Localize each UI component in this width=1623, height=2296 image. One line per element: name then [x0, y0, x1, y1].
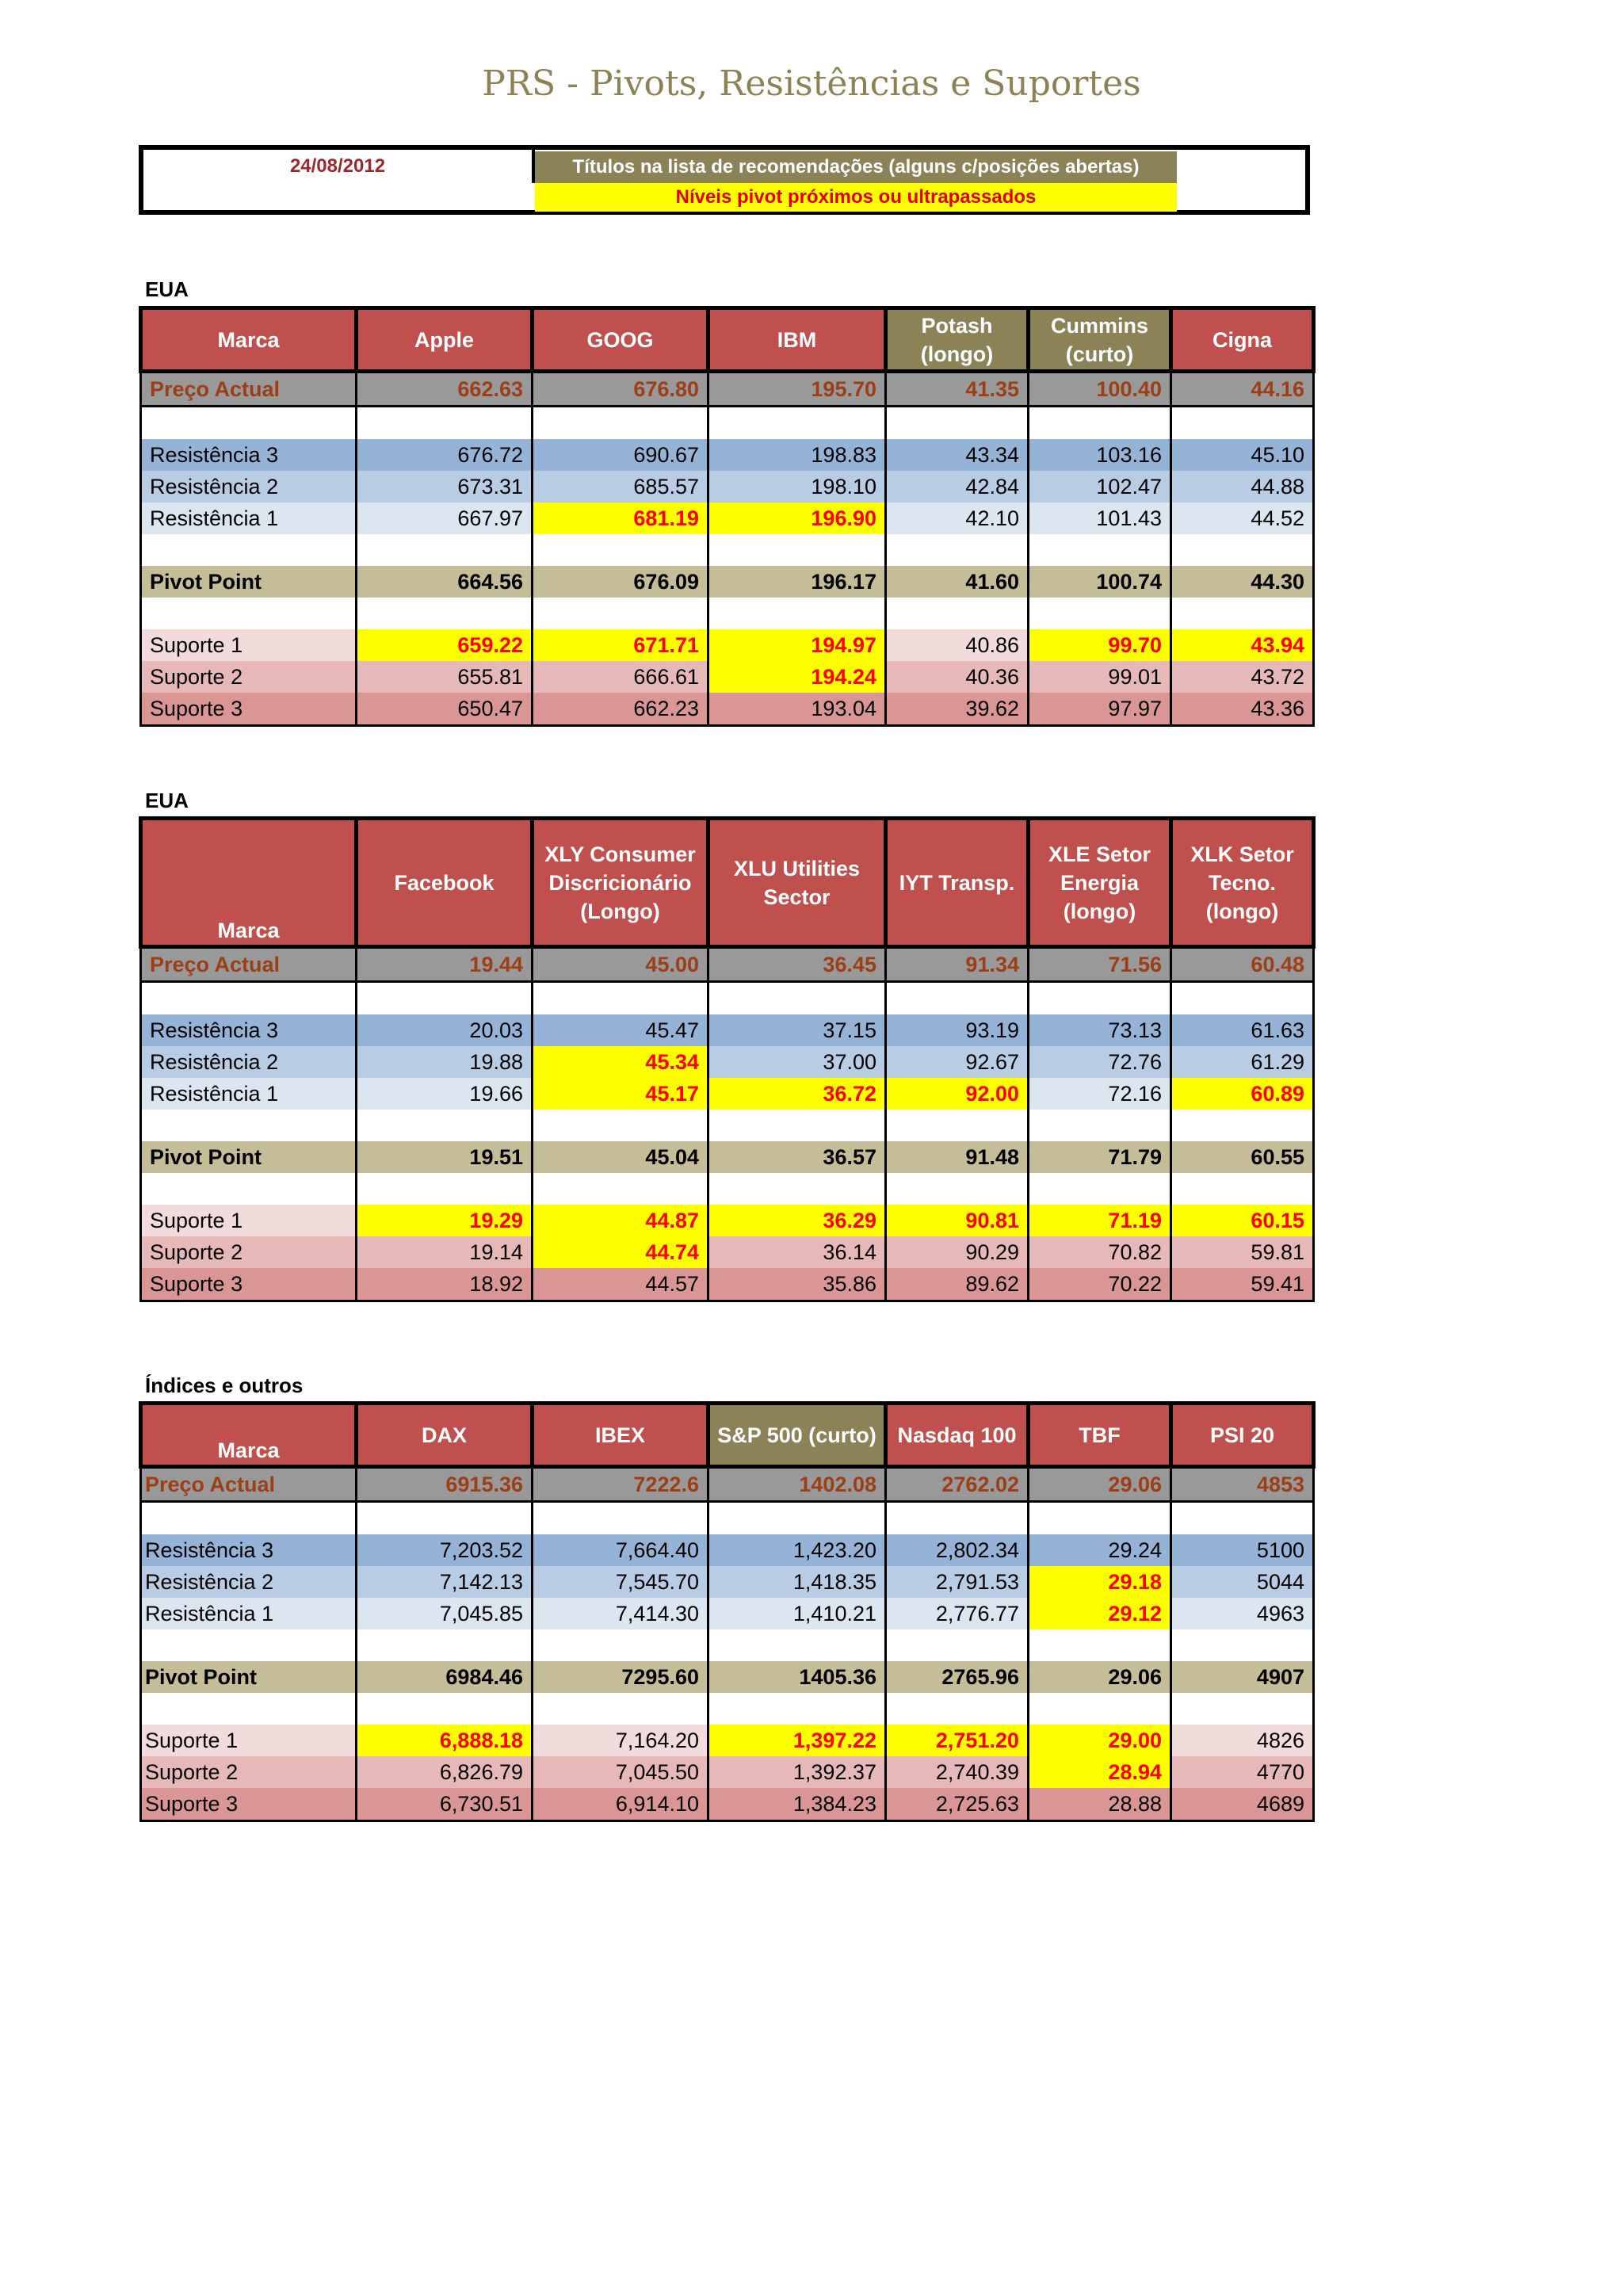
cell: 7,664.40 — [533, 1534, 708, 1566]
cell: 100.40 — [1029, 372, 1171, 407]
column-header-psi20: PSI 20 — [1171, 1404, 1314, 1467]
cell: 6984.46 — [357, 1661, 533, 1693]
cell: 2,802.34 — [886, 1534, 1029, 1566]
cell: 7295.60 — [533, 1661, 708, 1693]
legend-box — [139, 145, 1310, 215]
pivot-table-indices — [139, 1401, 1316, 1822]
cell: 1,423.20 — [708, 1534, 886, 1566]
pivot-table-eua-2 — [139, 816, 1316, 1302]
cell: 43.36 — [1171, 693, 1314, 726]
cell: 42.10 — [886, 502, 1029, 534]
cell: 666.61 — [533, 661, 708, 693]
column-header-tbf: TBF — [1029, 1404, 1171, 1467]
cell: 43.34 — [886, 439, 1029, 471]
column-header-xle: XLE Setor Energia (longo) — [1029, 819, 1171, 947]
highlighted-cell: 2,751.20 — [886, 1725, 1029, 1756]
cell: 650.47 — [357, 693, 533, 726]
cell: 45.47 — [533, 1014, 708, 1046]
cell: 70.82 — [1029, 1236, 1171, 1268]
marca-header: Marca — [141, 1404, 357, 1467]
cell: 2,776.77 — [886, 1598, 1029, 1629]
marca-header: Marca — [141, 819, 357, 947]
highlighted-cell: 44.74 — [533, 1236, 708, 1268]
row-label-s3: Suporte 3 — [141, 693, 357, 726]
cell: 198.10 — [708, 471, 886, 502]
table-row — [141, 1566, 1314, 1598]
cell: 195.70 — [708, 372, 886, 407]
row-label-pp: Pivot Point — [141, 1661, 357, 1693]
table-row — [141, 1268, 1314, 1301]
cell: 101.43 — [1029, 502, 1171, 534]
cell: 103.16 — [1029, 439, 1171, 471]
highlighted-cell: 29.00 — [1029, 1725, 1171, 1756]
table-row — [141, 439, 1314, 471]
table-row — [141, 1661, 1314, 1693]
highlighted-cell: 19.29 — [357, 1205, 533, 1236]
cell: 44.52 — [1171, 502, 1314, 534]
table-row — [141, 693, 1314, 726]
highlighted-cell: 44.87 — [533, 1205, 708, 1236]
cell: 29.06 — [1029, 1467, 1171, 1502]
cell: 1,384.23 — [708, 1788, 886, 1821]
highlighted-cell: 90.81 — [886, 1205, 1029, 1236]
cell: 4689 — [1171, 1788, 1314, 1821]
cell: 44.30 — [1171, 566, 1314, 598]
table-row — [141, 1756, 1314, 1788]
table-spacer-row — [141, 982, 1314, 1015]
cell: 72.76 — [1029, 1046, 1171, 1078]
cell: 4963 — [1171, 1598, 1314, 1629]
cell: 89.62 — [886, 1268, 1029, 1301]
cell: 45.04 — [533, 1141, 708, 1173]
row-label-r1: Resistência 1 — [141, 502, 357, 534]
cell: 36.57 — [708, 1141, 886, 1173]
marca-header: Marca — [141, 308, 357, 372]
row-label-price: Preço Actual — [141, 1467, 357, 1502]
cell: 71.56 — [1029, 947, 1171, 982]
cell: 91.34 — [886, 947, 1029, 982]
column-header-dax: DAX — [357, 1404, 533, 1467]
table-row — [141, 1534, 1314, 1566]
column-header-goog: GOOG — [533, 308, 708, 372]
cell: 90.29 — [886, 1236, 1029, 1268]
cell: 7,545.70 — [533, 1566, 708, 1598]
cell: 59.81 — [1171, 1236, 1314, 1268]
cell: 4826 — [1171, 1725, 1314, 1756]
cell: 92.67 — [886, 1046, 1029, 1078]
cell: 42.84 — [886, 471, 1029, 502]
highlighted-cell: 681.19 — [533, 502, 708, 534]
cell: 2,725.63 — [886, 1788, 1029, 1821]
cell: 29.06 — [1029, 1661, 1171, 1693]
cell: 28.88 — [1029, 1788, 1171, 1821]
table-spacer-row — [141, 1629, 1314, 1661]
cell: 1402.08 — [708, 1467, 886, 1502]
table-spacer-row — [141, 534, 1314, 566]
row-label-r2: Resistência 2 — [141, 1046, 357, 1078]
legend-pivot-levels: Níveis pivot próximos ou ultrapassados — [535, 183, 1177, 212]
highlighted-cell: 99.70 — [1029, 629, 1171, 661]
highlighted-cell: 659.22 — [357, 629, 533, 661]
cell: 662.23 — [533, 693, 708, 726]
cell: 662.63 — [357, 372, 533, 407]
column-header-xlu: XLU Utilities Sector — [708, 819, 886, 947]
column-header-potash: Potash (longo) — [886, 308, 1029, 372]
highlighted-cell: 60.15 — [1171, 1205, 1314, 1236]
cell: 6,730.51 — [357, 1788, 533, 1821]
row-label-r2: Resistência 2 — [141, 471, 357, 502]
highlighted-cell: 6,888.18 — [357, 1725, 533, 1756]
cell: 19.44 — [357, 947, 533, 982]
cell: 6,914.10 — [533, 1788, 708, 1821]
cell: 676.80 — [533, 372, 708, 407]
highlighted-cell: 43.94 — [1171, 629, 1314, 661]
column-header-cummins: Cummins (curto) — [1029, 308, 1171, 372]
highlighted-cell: 92.00 — [886, 1078, 1029, 1110]
row-label-pp: Pivot Point — [141, 566, 357, 598]
cell: 5044 — [1171, 1566, 1314, 1598]
cell: 61.63 — [1171, 1014, 1314, 1046]
cell: 93.19 — [886, 1014, 1029, 1046]
column-header-cigna: Cigna — [1171, 308, 1314, 372]
cell: 690.67 — [533, 439, 708, 471]
highlighted-cell: 36.29 — [708, 1205, 886, 1236]
legend-recommended-titles: Títulos na lista de recomendações (alguns c/posições abertas) — [535, 151, 1177, 183]
cell: 43.72 — [1171, 661, 1314, 693]
highlighted-cell: 29.12 — [1029, 1598, 1171, 1629]
highlighted-cell: 36.72 — [708, 1078, 886, 1110]
column-header-iyt: IYT Transp. — [886, 819, 1029, 947]
table-row — [141, 1014, 1314, 1046]
cell: 19.88 — [357, 1046, 533, 1078]
table-row — [141, 661, 1314, 693]
cell: 19.14 — [357, 1236, 533, 1268]
cell: 7,142.13 — [357, 1566, 533, 1598]
cell: 4907 — [1171, 1661, 1314, 1693]
table-spacer-row — [141, 407, 1314, 440]
row-label-price: Preço Actual — [141, 947, 357, 982]
page-title: PRS - Pivots, Resistências e Suportes — [482, 63, 1141, 104]
cell: 1405.36 — [708, 1661, 886, 1693]
section-label-eua-2: EUA — [145, 789, 189, 812]
cell: 1,418.35 — [708, 1566, 886, 1598]
table-row — [141, 1205, 1314, 1236]
cell: 2762.02 — [886, 1467, 1029, 1502]
table-row — [141, 1725, 1314, 1756]
cell: 59.41 — [1171, 1268, 1314, 1301]
cell: 673.31 — [357, 471, 533, 502]
highlighted-cell: 671.71 — [533, 629, 708, 661]
table-row — [141, 1788, 1314, 1821]
cell: 664.56 — [357, 566, 533, 598]
table-row — [141, 471, 1314, 502]
table-row — [141, 372, 1314, 407]
cell: 5100 — [1171, 1534, 1314, 1566]
highlighted-cell: 194.97 — [708, 629, 886, 661]
cell: 39.62 — [886, 693, 1029, 726]
pivot-table-eua-1 — [139, 306, 1316, 727]
row-label-price: Preço Actual — [141, 372, 357, 407]
highlighted-cell: 71.19 — [1029, 1205, 1171, 1236]
cell: 99.01 — [1029, 661, 1171, 693]
cell: 61.29 — [1171, 1046, 1314, 1078]
table-spacer-row — [141, 1693, 1314, 1725]
cell: 44.88 — [1171, 471, 1314, 502]
highlighted-cell: 45.17 — [533, 1078, 708, 1110]
cell: 60.55 — [1171, 1141, 1314, 1173]
cell: 193.04 — [708, 693, 886, 726]
table-spacer-row — [141, 1502, 1314, 1535]
cell: 7,164.20 — [533, 1725, 708, 1756]
cell: 685.57 — [533, 471, 708, 502]
cell: 45.10 — [1171, 439, 1314, 471]
section-label-indices: Índices e outros — [145, 1373, 304, 1397]
cell: 2,791.53 — [886, 1566, 1029, 1598]
cell: 19.51 — [357, 1141, 533, 1173]
cell: 676.72 — [357, 439, 533, 471]
cell: 7,203.52 — [357, 1534, 533, 1566]
highlighted-cell: 1,397.22 — [708, 1725, 886, 1756]
cell: 20.03 — [357, 1014, 533, 1046]
row-label-s2: Suporte 2 — [141, 1756, 357, 1788]
cell: 41.60 — [886, 566, 1029, 598]
cell: 667.97 — [357, 502, 533, 534]
table-row — [141, 1046, 1314, 1078]
cell: 72.16 — [1029, 1078, 1171, 1110]
row-label-s2: Suporte 2 — [141, 1236, 357, 1268]
highlighted-cell: 60.89 — [1171, 1078, 1314, 1110]
cell: 73.13 — [1029, 1014, 1171, 1046]
cell: 4770 — [1171, 1756, 1314, 1788]
table-row — [141, 566, 1314, 598]
cell: 18.92 — [357, 1268, 533, 1301]
cell: 6,826.79 — [357, 1756, 533, 1788]
column-header-facebook: Facebook — [357, 819, 533, 947]
cell: 1,410.21 — [708, 1598, 886, 1629]
table-row — [141, 1467, 1314, 1502]
cell: 35.86 — [708, 1268, 886, 1301]
column-header-xly: XLY Consumer Discricionário (Longo) — [533, 819, 708, 947]
highlighted-cell: 28.94 — [1029, 1756, 1171, 1788]
cell: 40.36 — [886, 661, 1029, 693]
cell: 7,414.30 — [533, 1598, 708, 1629]
column-header-ibm: IBM — [708, 308, 886, 372]
cell: 45.00 — [533, 947, 708, 982]
cell: 655.81 — [357, 661, 533, 693]
cell: 7,045.85 — [357, 1598, 533, 1629]
row-label-r1: Resistência 1 — [141, 1598, 357, 1629]
cell: 6915.36 — [357, 1467, 533, 1502]
cell: 29.24 — [1029, 1534, 1171, 1566]
table-spacer-row — [141, 1110, 1314, 1141]
cell: 36.14 — [708, 1236, 886, 1268]
table-row — [141, 502, 1314, 534]
table-spacer-row — [141, 1173, 1314, 1205]
row-label-s1: Suporte 1 — [141, 1205, 357, 1236]
column-header-xlk: XLK Setor Tecno. (longo) — [1171, 819, 1314, 947]
column-header-sp500: S&P 500 (curto) — [708, 1404, 886, 1467]
highlighted-cell: 29.18 — [1029, 1566, 1171, 1598]
table-row — [141, 1236, 1314, 1268]
table-row — [141, 1078, 1314, 1110]
highlighted-cell: 194.24 — [708, 661, 886, 693]
table-row — [141, 629, 1314, 661]
cell: 102.47 — [1029, 471, 1171, 502]
row-label-s3: Suporte 3 — [141, 1268, 357, 1301]
row-label-r3: Resistência 3 — [141, 1534, 357, 1566]
row-label-s2: Suporte 2 — [141, 661, 357, 693]
cell: 70.22 — [1029, 1268, 1171, 1301]
row-label-r2: Resistência 2 — [141, 1566, 357, 1598]
cell: 676.09 — [533, 566, 708, 598]
cell: 71.79 — [1029, 1141, 1171, 1173]
section-label-eua-1: EUA — [145, 277, 189, 301]
cell: 2,740.39 — [886, 1756, 1029, 1788]
table-spacer-row — [141, 598, 1314, 629]
cell: 41.35 — [886, 372, 1029, 407]
cell: 37.00 — [708, 1046, 886, 1078]
column-header-ibex: IBEX — [533, 1404, 708, 1467]
cell: 19.66 — [357, 1078, 533, 1110]
cell: 7,045.50 — [533, 1756, 708, 1788]
table-row — [141, 1141, 1314, 1173]
cell: 97.97 — [1029, 693, 1171, 726]
cell: 36.45 — [708, 947, 886, 982]
row-label-pp: Pivot Point — [141, 1141, 357, 1173]
column-header-apple: Apple — [357, 308, 533, 372]
cell: 198.83 — [708, 439, 886, 471]
report-date: 24/08/2012 — [289, 155, 386, 177]
cell: 4853 — [1171, 1467, 1314, 1502]
row-label-s1: Suporte 1 — [141, 1725, 357, 1756]
table-row — [141, 947, 1314, 982]
highlighted-cell: 45.34 — [533, 1046, 708, 1078]
row-label-s3: Suporte 3 — [141, 1788, 357, 1821]
cell: 1,392.37 — [708, 1756, 886, 1788]
cell: 7222.6 — [533, 1467, 708, 1502]
cell: 2765.96 — [886, 1661, 1029, 1693]
row-label-r1: Resistência 1 — [141, 1078, 357, 1110]
cell: 196.17 — [708, 566, 886, 598]
row-label-r3: Resistência 3 — [141, 439, 357, 471]
row-label-r3: Resistência 3 — [141, 1014, 357, 1046]
cell: 91.48 — [886, 1141, 1029, 1173]
column-header-nasdaq100: Nasdaq 100 — [886, 1404, 1029, 1467]
highlighted-cell: 196.90 — [708, 502, 886, 534]
cell: 40.86 — [886, 629, 1029, 661]
row-label-s1: Suporte 1 — [141, 629, 357, 661]
cell: 37.15 — [708, 1014, 886, 1046]
cell: 44.57 — [533, 1268, 708, 1301]
table-row — [141, 1598, 1314, 1629]
cell: 60.48 — [1171, 947, 1314, 982]
cell: 100.74 — [1029, 566, 1171, 598]
cell: 44.16 — [1171, 372, 1314, 407]
